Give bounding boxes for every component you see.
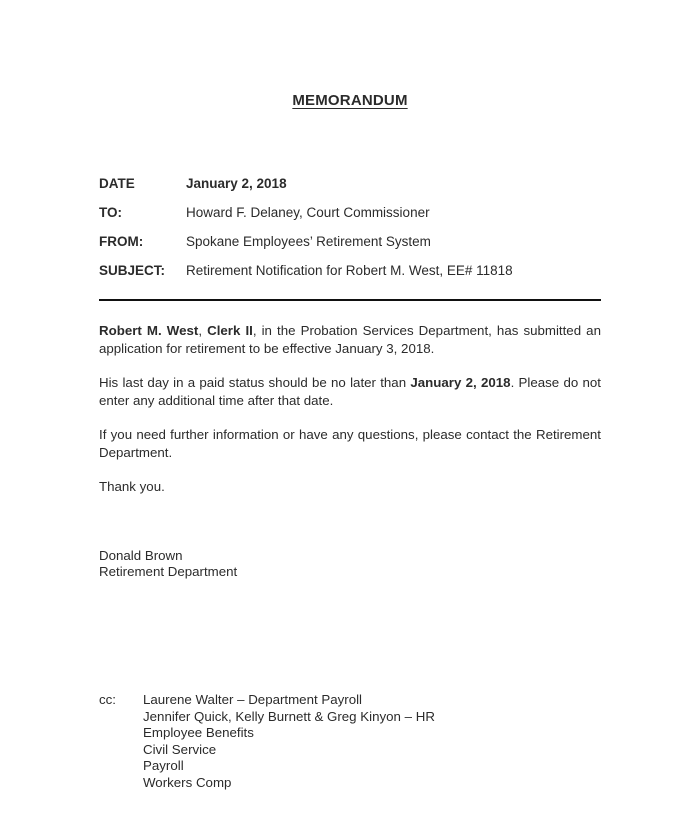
memo-body — [99, 322, 601, 496]
subject-label: SUBJECT: — [99, 263, 166, 278]
paragraph-1-separator: , — [198, 323, 208, 338]
signature-department: Retirement Department — [99, 564, 238, 579]
date-label: DATE — [99, 176, 135, 191]
signature-name: Donald Brown — [99, 548, 183, 563]
body-paragraph-4: Thank you. — [99, 479, 165, 494]
list-item: Jennifer Quick, Kelly Burnett & Greg Kinyon – HR — [143, 708, 435, 724]
list-item: Civil Service — [143, 741, 217, 757]
body-paragraph-3: If you need further information or have any questions, please contact the Retirement Department. — [99, 427, 601, 460]
from-value: Spokane Employees’ Retirement System — [186, 234, 431, 249]
memo-header-row-date — [99, 176, 601, 191]
list-item: Laurene Walter – Department Payroll — [143, 692, 363, 707]
memo-header-block — [99, 176, 601, 278]
document-title-container — [99, 92, 601, 110]
date-value: January 2, 2018 — [186, 176, 287, 191]
employee-name: Robert M. West — [99, 323, 199, 338]
page-title: MEMORANDUM — [292, 92, 408, 109]
subject-value: Retirement Notification for Robert M. West, EE# 11818 — [186, 263, 513, 278]
memo-header-row-subject — [99, 263, 601, 278]
list-item: Workers Comp — [143, 774, 232, 790]
cc-block — [99, 692, 559, 791]
memo-header-row-to — [99, 205, 601, 220]
paragraph-2-text-after: . Please do not enter any additional time after that date. — [99, 375, 601, 408]
paragraph-2-text-before: His last day in a paid status should be no later than — [99, 375, 411, 390]
to-label: TO: — [99, 205, 122, 220]
cc-recipient-list — [143, 692, 559, 791]
paragraph-1-text: , in the Probation Services Department, has submitted an application for retirement to be effective January 3, 2018. — [99, 323, 601, 356]
from-label: FROM: — [99, 234, 144, 249]
memo-header-row-from — [99, 234, 601, 249]
list-item: Employee Benefits — [143, 725, 254, 740]
employee-job-title: Clerk II — [207, 323, 253, 338]
signature-block — [99, 548, 499, 580]
last-paid-date: January 2, 2018 — [410, 375, 511, 390]
body-paragraph-1 — [99, 322, 601, 357]
cc-label: cc: — [99, 692, 116, 707]
list-item: Payroll — [143, 758, 184, 773]
to-value: Howard F. Delaney, Court Commissioner — [186, 205, 430, 220]
header-divider-rule — [99, 299, 601, 301]
body-paragraph-2 — [99, 374, 601, 409]
